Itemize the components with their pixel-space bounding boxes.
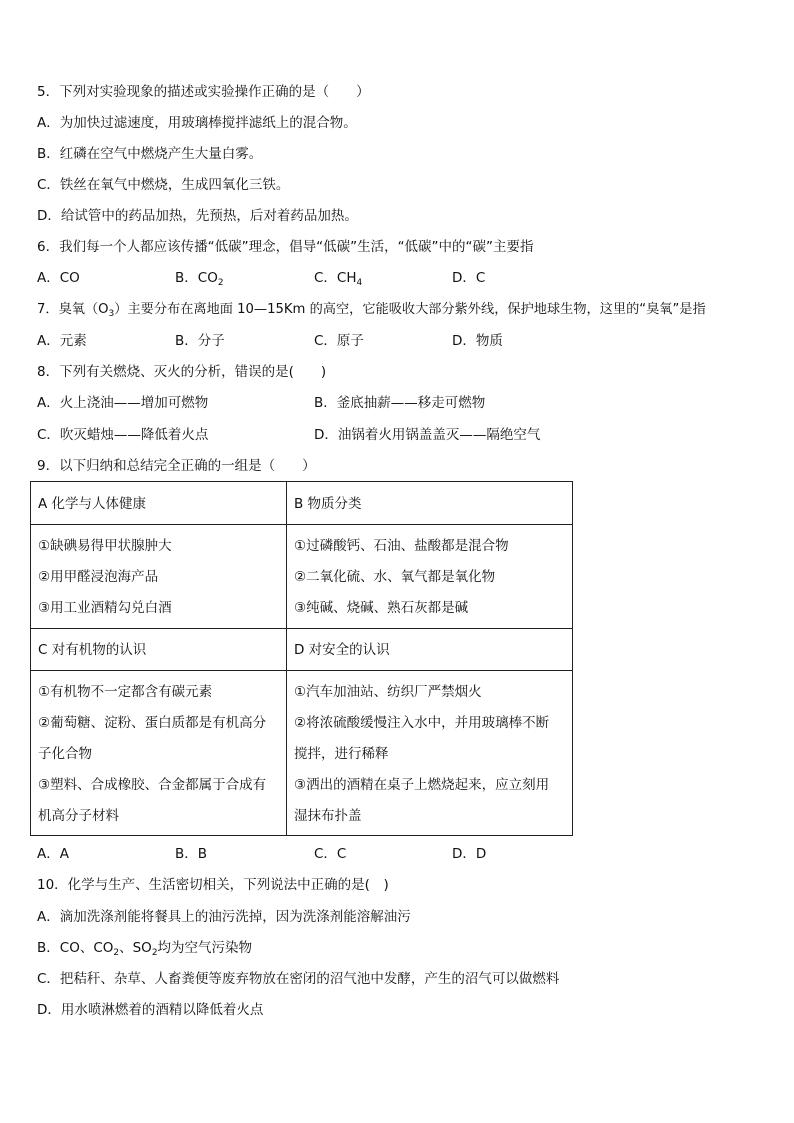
table-row-divider (31, 628, 572, 629)
q6-option-d: D．C (452, 270, 486, 286)
q10-option-c: C．把秸秆、杂草、人畜粪便等废弃物放在密闭的沼气池中发酵，产生的沼气可以做燃料 (37, 971, 560, 987)
q9-option-c: C．C (314, 846, 347, 862)
q7-option-a: A．元素 (37, 333, 87, 349)
cell-a-heading: A 化学与人体健康 (38, 496, 147, 512)
cell-c-item-2b: 子化合物 (38, 746, 92, 762)
cell-d-item-2a: ②将浓硫酸缓慢注入水中，并用玻璃棒不断 (294, 715, 550, 731)
q5-option-d: D．给试管中的药品加热，先预热，后对着药品加热。 (37, 208, 358, 224)
q5-option-b: B．红磷在空气中燃烧产生大量白雾。 (37, 146, 263, 162)
q5-stem: 5．下列对实验现象的描述或实验操作正确的是（ ） (37, 84, 370, 100)
q9-option-d: D．D (452, 846, 487, 862)
cell-d-heading: D 对安全的认识 (294, 642, 390, 658)
q10-option-b: B．CO、$CO_2$、$SO_2$均为空气污染物 (37, 940, 253, 958)
cell-d-item-2b: 搅拌，进行稀释 (294, 746, 389, 762)
q8-option-c: C．吹灭蜡烛——降低着火点 (37, 427, 209, 443)
table-row-divider (31, 670, 572, 671)
q8-option-a: A．火上浇油——增加可燃物 (37, 395, 209, 411)
q8-stem: 8．下列有关燃烧、灭火的分析，错误的是( ) (37, 364, 327, 380)
table-row-divider (31, 524, 572, 525)
q9-option-b: B．B (175, 846, 208, 862)
q10-option-d: D．用水喷淋燃着的酒精以降低着火点 (37, 1002, 264, 1018)
cell-a-item-1: ①缺碘易得甲状腺肿大 (38, 538, 172, 554)
cell-c-item-2a: ②葡萄糖、淀粉、蛋白质都是有机高分 (38, 715, 267, 731)
q6-option-c: C．$CH_4$ (314, 270, 363, 288)
q8-option-d: D．油锅着火用锅盖盖灭——隔绝空气 (314, 427, 541, 443)
cell-d-item-3a: ③洒出的酒精在桌子上燃烧起来，应立刻用 (294, 777, 550, 793)
cell-d-item-3b: 湿抹布扑盖 (294, 808, 362, 824)
q9-option-a: A．A (37, 846, 69, 862)
q7-option-d: D．物质 (452, 333, 503, 349)
cell-d-item-1: ①汽车加油站、纺织厂严禁烟火 (294, 684, 482, 700)
cell-c-heading: C 对有机物的认识 (38, 642, 147, 658)
cell-b-heading: B 物质分类 (294, 496, 362, 512)
q7-stem: 7．臭氧$(O_3)$主要分布在离地面 10—15Km 的高空，它能吸收大部分紫外线，保护地球生物，这里的“臭氧”是指 (37, 302, 706, 319)
q10-stem: 10．化学与生产、生活密切相关，下列说法中正确的是( ) (37, 877, 389, 893)
q7-option-b: B．分子 (175, 333, 225, 349)
cell-c-item-3b: 机高分子材料 (38, 808, 119, 824)
q10-option-a: A．滴加洗涤剂能将餐具上的油污洗掉，因为洗涤剂能溶解油污 (37, 909, 411, 925)
q5-option-a: A．为加快过滤速度，用玻璃棒搅拌滤纸上的混合物。 (37, 115, 357, 131)
cell-c-item-1: ①有机物不一定都含有碳元素 (38, 684, 213, 700)
cell-b-item-2: ②二氧化硫、水、氧气都是氧化物 (294, 569, 496, 585)
q9-stem: 9．以下归纳和总结完全正确的一组是（ ） (37, 458, 316, 474)
q6-option-b: B．$CO_2$ (175, 270, 224, 288)
table-column-divider (286, 482, 287, 835)
q8-option-b: B．釜底抽薪——移走可燃物 (314, 395, 486, 411)
cell-b-item-3: ③纯碱、烧碱、熟石灰都是碱 (294, 600, 469, 616)
q6-stem: 6．我们每一个人都应该传播“低碳”理念，倡导“低碳”生活，“低碳”中的“碳”主要指 (37, 239, 534, 255)
cell-a-item-3: ③用工业酒精勾兑白酒 (38, 600, 172, 616)
q9-table (30, 481, 573, 836)
q7-option-c: C．原子 (314, 333, 364, 349)
cell-b-item-1: ①过磷酸钙、石油、盐酸都是混合物 (294, 538, 509, 554)
q5-option-c: C．铁丝在氧气中燃烧，生成四氧化三铁。 (37, 177, 290, 193)
cell-a-item-2: ②用甲醛浸泡海产品 (38, 569, 159, 585)
q6-option-a: A．CO (37, 270, 80, 286)
cell-c-item-3a: ③塑料、合成橡胶、合金都属于合成有 (38, 777, 267, 793)
